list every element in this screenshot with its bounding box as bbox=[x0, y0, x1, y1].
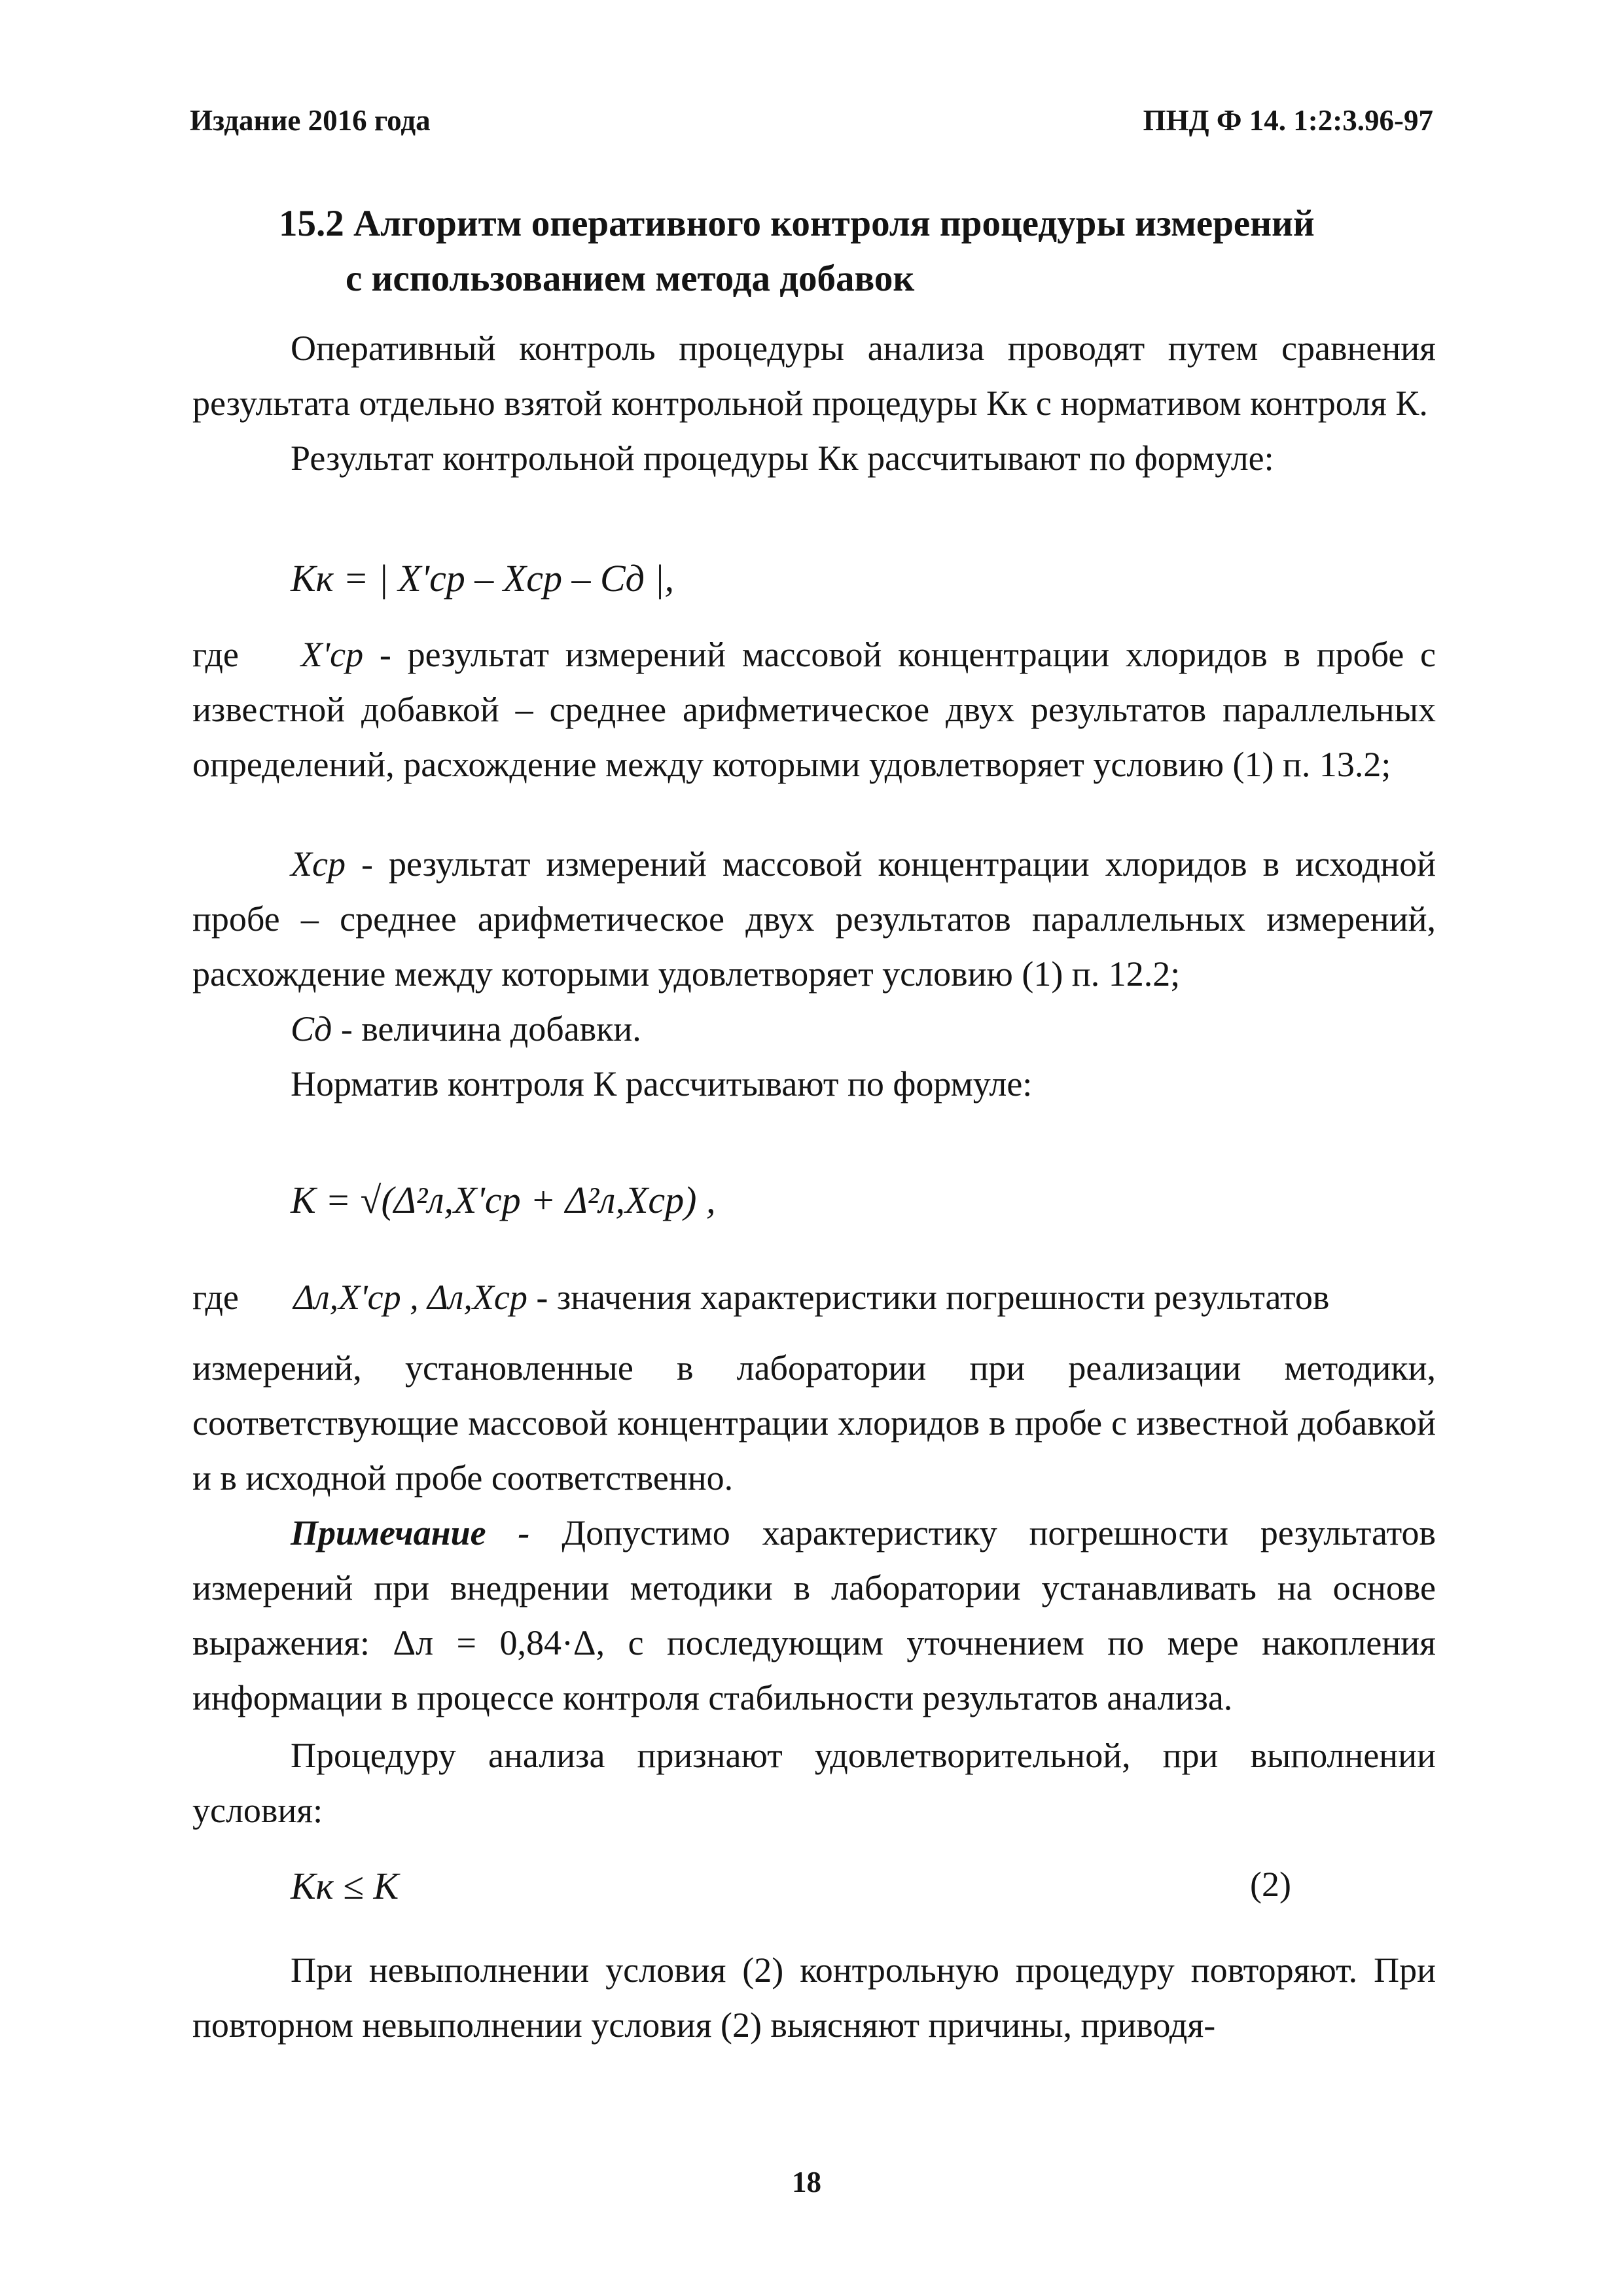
formula-kk: Кк = | X'ср – Xср – Cд |, bbox=[291, 557, 674, 600]
paragraph-3-text: Норматив контроля К рассчитывают по формуле: bbox=[291, 1064, 1033, 1103]
note-label: Примечание - bbox=[291, 1513, 530, 1552]
paragraph-5 bbox=[192, 1943, 1436, 2053]
definition-text: - результат измерений массовой концентрации хлоридов в пробе с известной добавкой – среднее арифметическое двух результатов параллельных определений, расхождение между которыми удовлетворяет условию (1) п. 13.2; bbox=[192, 635, 1436, 784]
formula-condition: Кк ≤ К bbox=[291, 1865, 399, 1907]
paragraph-1-text: Оперативный контроль процедуры анализа проводят путем сравнения результата отдельно взятой контрольной процедуры Кк с нормативом контроля К. bbox=[192, 329, 1436, 423]
definition-x-prime bbox=[192, 627, 1436, 792]
paragraph-4-text: Процедуру анализа признают удовлетворительной, при выполнении условия: bbox=[192, 1736, 1436, 1830]
definition-text: измерений, установленные в лаборатории при реализации методики, соответствующие массовой концентрации хлоридов в пробе с известной добавкой и в исходной пробе соответственно. bbox=[192, 1348, 1436, 1498]
paragraph-2-text: Результат контрольной процедуры Кк рассчитывают по формуле: bbox=[291, 439, 1274, 478]
paragraph-4 bbox=[192, 1728, 1436, 1838]
note-text: Допустимо характеристику погрешности результатов измерений при внедрении методики в лаборатории устанавливать на основе выражения: Δл = 0,84·Δ, с последующим уточнением по мере накопления информации в процессе контроля стабильности результатов анализа. bbox=[192, 1513, 1436, 1717]
definition-text: - величина добавки. bbox=[340, 1009, 641, 1049]
definition-x bbox=[192, 836, 1436, 1111]
definition-symbol: Δл,X'ср , Δл,Xср bbox=[293, 1278, 527, 1317]
definition-lead: где bbox=[192, 1278, 239, 1317]
header-document-code: ПНД Ф 14. 1:2:3.96-97 bbox=[1143, 104, 1433, 137]
page-number: 18 bbox=[792, 2166, 821, 2198]
paragraph-5-text: При невыполнении условия (2) контрольную процедуру повторяют. При повторном невыполнении условия (2) выясняют причины, приводя- bbox=[192, 1950, 1436, 2045]
paragraph-1 bbox=[192, 321, 1436, 486]
note bbox=[192, 1505, 1436, 1725]
section-title bbox=[279, 196, 1457, 306]
header-edition: Издание 2016 года bbox=[190, 104, 431, 137]
definition-symbol: Cд bbox=[291, 1009, 332, 1049]
formula-number: (2) bbox=[1250, 1865, 1291, 1904]
definition-deltas bbox=[192, 1270, 1436, 1505]
definition-symbol: X'ср bbox=[300, 635, 364, 674]
definition-text: - результат измерений массовой концентрации хлоридов в исходной пробе – среднее арифметическое двух результатов параллельных измерений, расхождение между которыми удовлетворяет условию (1) п. 12.2; bbox=[192, 844, 1436, 994]
formula-k: К = √(Δ²л,X'ср + Δ²л,Xср) , bbox=[291, 1179, 716, 1221]
definition-lead: где bbox=[192, 635, 239, 674]
section-title-line1: 15.2 Алгоритм оперативного контроля процедуры измерений bbox=[279, 203, 1315, 244]
section-title-line2: с использованием метода добавок bbox=[346, 258, 915, 299]
definition-symbol: Xср bbox=[291, 844, 346, 884]
definition-text: - значения характеристики погрешности результатов bbox=[536, 1278, 1330, 1317]
